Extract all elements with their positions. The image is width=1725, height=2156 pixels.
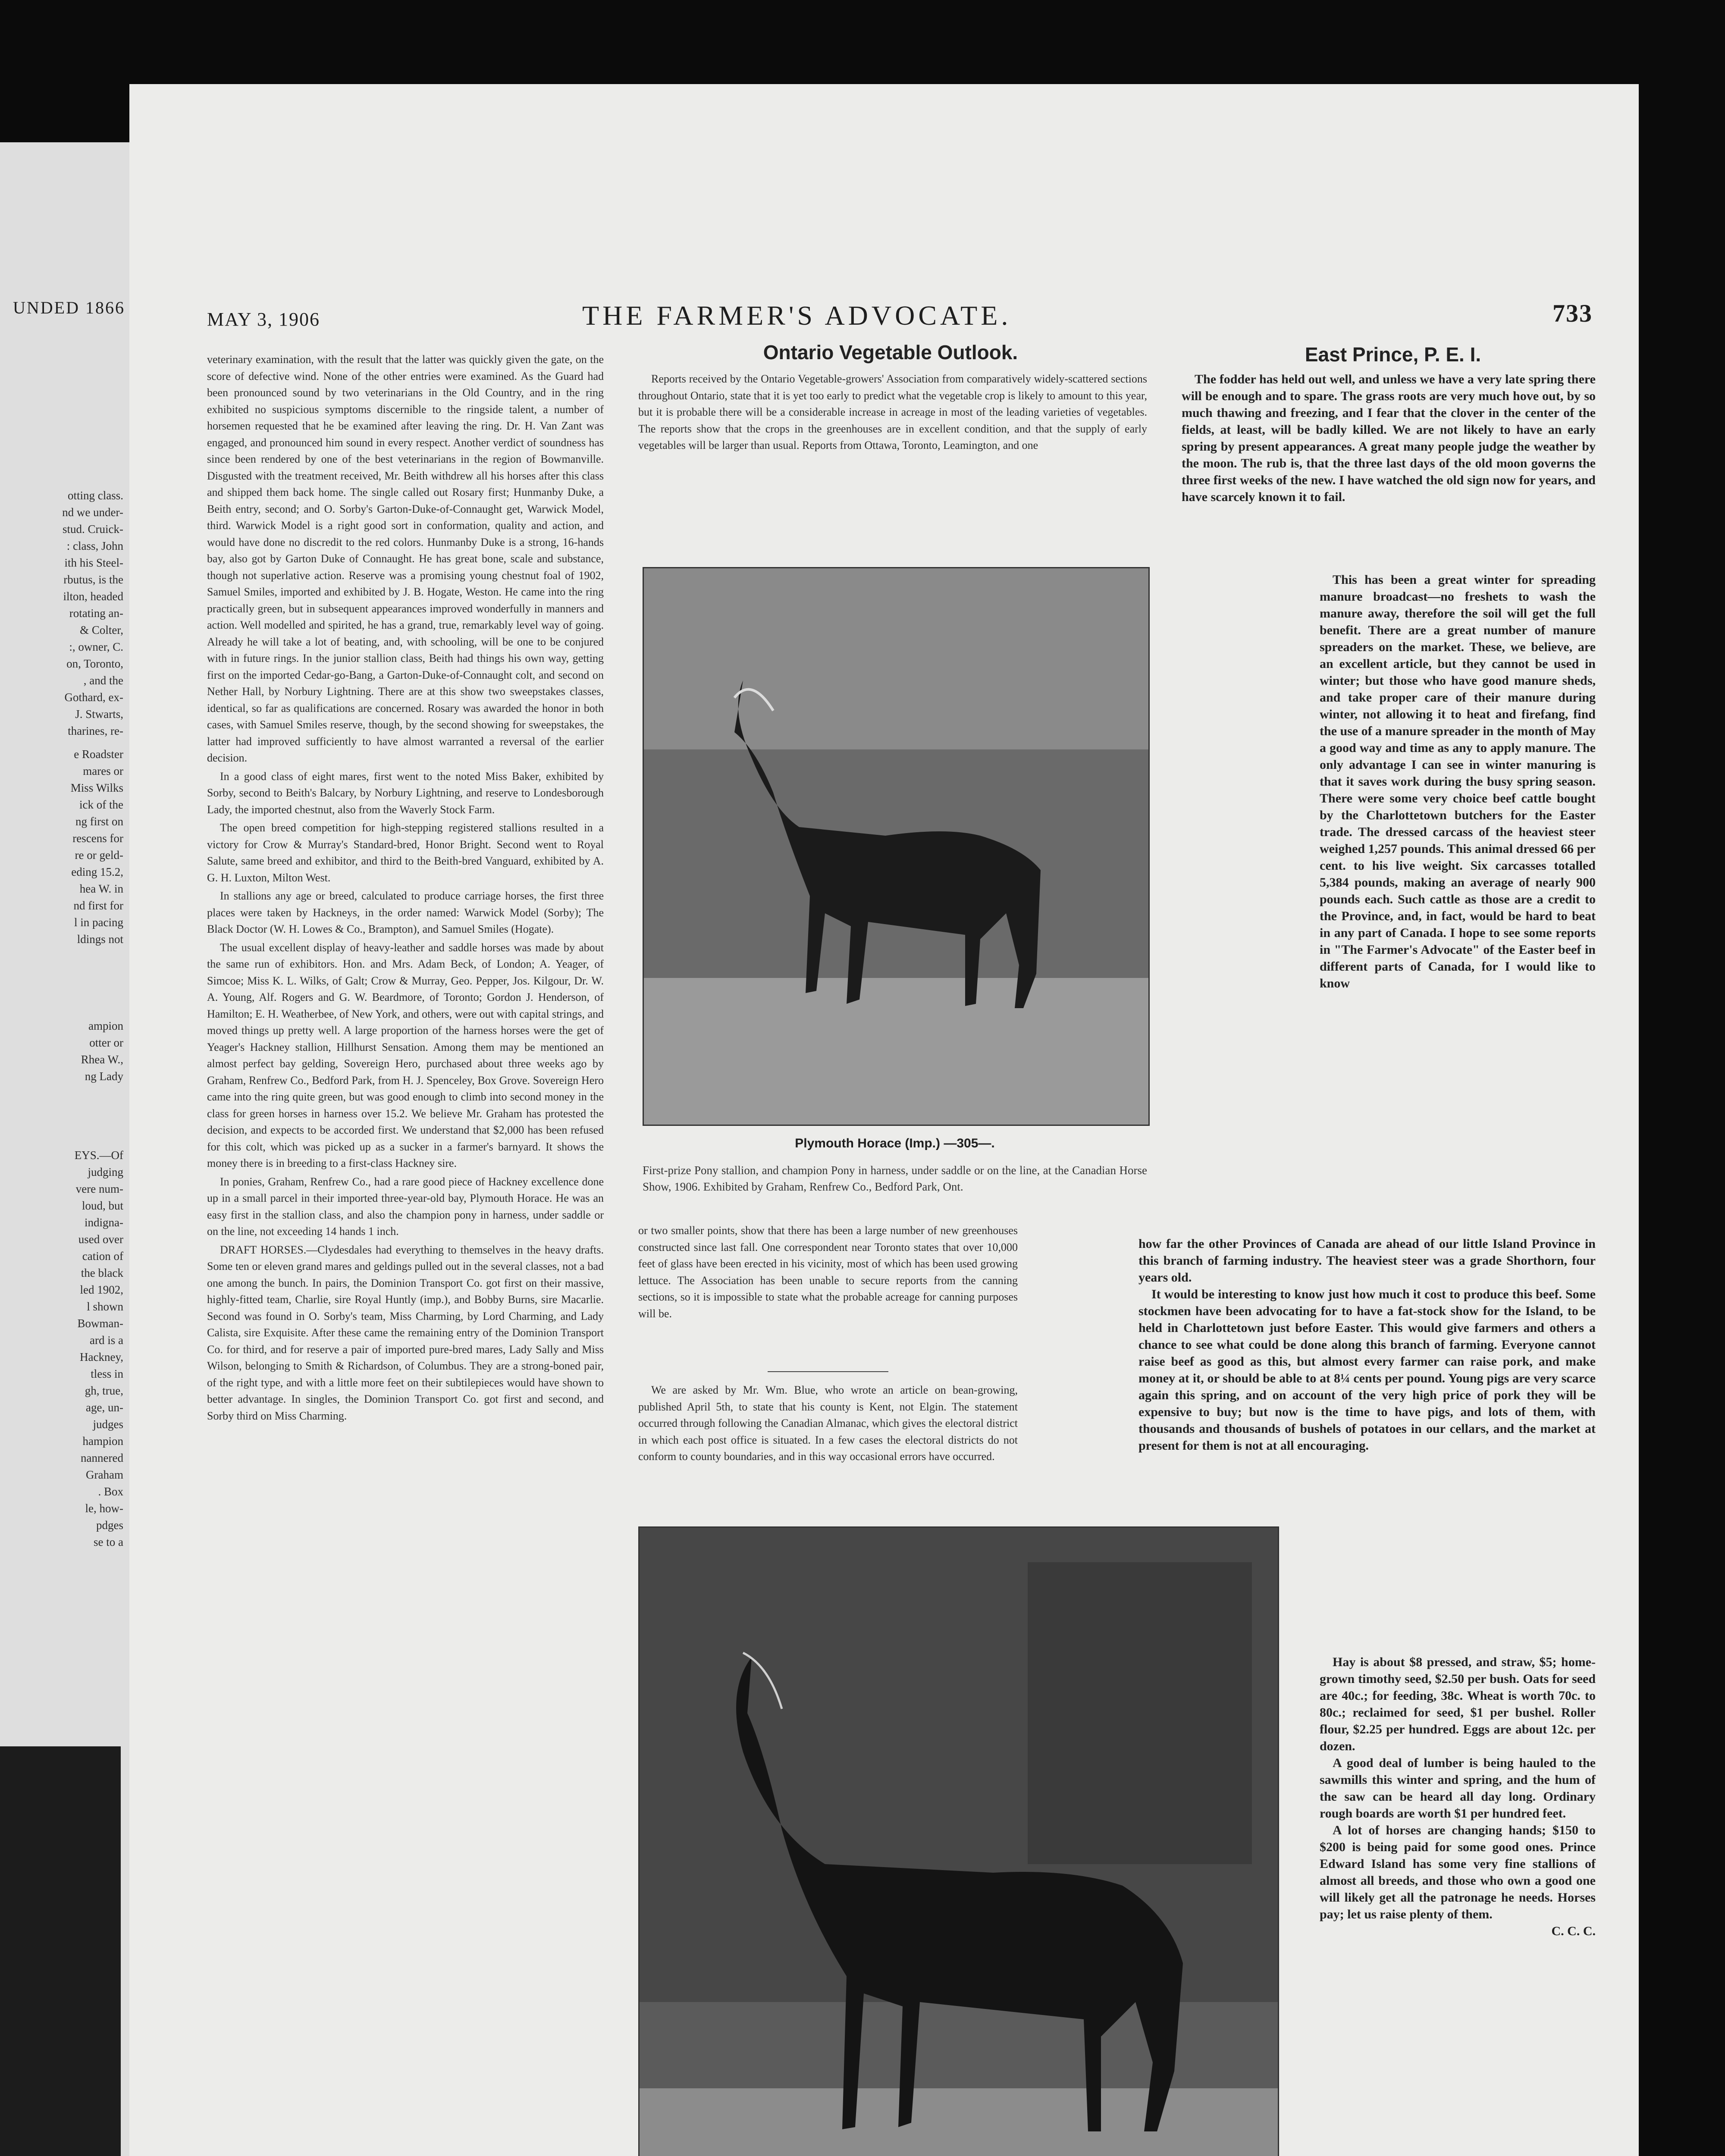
paragraph: DRAFT HORSES.—Clydesdales had everything to themselves in the heavy drafts. Some ten or eleven grand mares and geldings pulled out in the several classes, not a bad one among the bunch. In pairs, the Dominion Transport Co. got first on their massive, highly-fitted team, Charlie, sire Royal Huntly (imp.), and Bobby Burns, sire Macarlie. Second was found in O. Sorby's team, Miss Charming, by Lord Charming, and Lady Calista, sire Exquisite. After these came the remaining entry of the Dominion Transport Co. for third, and for reserve a pair of imported pure-bred mares, Lady Sally and Miss Wilson, belonging to Smith & Richardson, of Columbus. They are a strong-boned pair, of the right type, and with a little more feet on their subtilepieces would have shown to better advantage. In singles, the Dominion Transport Co. got first and second, and Sorby third on Miss Charming. <box>207 1243 604 1422</box>
paragraph: Reports received by the Ontario Vegetable-growers' Association from comparatively widely-scattered sections throughout Ontario, state that it is yet too early to predict what the vegetable crop is likely to amount to this year, but it is probable there will be a considerable increase in acreage in most of the leading varieties of vegetables. The reports show that the crops in the greenhouses are in excellent condition, and that the supply of early vegetables will be larger than usual. Reports from Ottawa, Toronto, Leamington, and one <box>638 373 1147 451</box>
ontario-vegetable-heading: Ontario Vegetable Outlook. <box>763 341 1018 364</box>
prev-page-fragment-mid: e Roadster mares or Miss Wilks ick of the ng first on rescens for re or geld- eding 15.2, hea W. in nd first for l in pacing ldings not <box>70 748 123 946</box>
ontario-vegetable-continued <box>638 1222 1018 1324</box>
paragraph: It would be interesting to know just how much it cost to produce this beef. Some stockmen have been advocating for to have a fat-stock show for the Island, to be held in Charlottetown just before Easter. This would give farmers and others a chance to see what could be done along this branch of farming. Everyone cannot raise beef as good as this, but almost every farmer can raise pork, and make money at it, or should be able to at 8¼ cents per pound. Young pigs are very scarce again this spring, and on account of the very high price of pork they will be expensive to buy; but now is the time to have pigs, and lots of them, with thousands and thousands of bushels of potatoes in our cellars, and the market at present for them is not at all encouraging. <box>1138 1287 1596 1453</box>
page-number: 733 <box>1552 299 1593 327</box>
photo-plymouth-horace <box>643 567 1150 1126</box>
paragraph: The usual excellent display of heavy-leather and saddle horses was made by about the same run of exhibitors. Hon. and Mrs. Adam Beck, of London; A. Yeager, of Simcoe; Miss K. L. Wilks, of Galt; Crow & Murray, Geo. Pepper, Jos. Kilgour, Dr. W. A. Young, Alf. Rogers and G. W. Beardmore, of Toronto; Gordon J. Henderson, of Hamilton; E. H. Weatherbee, of New York, and others, were out with capital strings, and moved things up pretty well. A large proportion of the harness horses were the get of Yeager's Hackney stallion, Hillhurst Sensation. Among them may be mentioned an almost perfect bay gelding, Sovereign Hero, purchased about three weeks ago by Graham, Renfrew Co., Bedford Park, from H. J. Spenceley, Box Grove. Sovereign Hero came into the ring quite green, but was good enough to climb into second money in the class for green horses in harness over 15.2. We believe Mr. Graham has protested the decision, and expects to be accorded first. We understand that $2,000 has been refused for this colt, which was picked up as a sucker in a farmer's barnyard. It shows the money there is in breeding to a first-class Hackney sire. <box>207 941 604 1169</box>
masthead-title: THE FARMER'S ADVOCATE. <box>582 300 1012 331</box>
newspaper-page <box>129 84 1639 2156</box>
paragraph: A lot of horses are changing hands; $150 to $200 is being paid for some good ones. Prince Edward Island has some very fine stallions of almost all breeds, and those who own a good one will likely get all the patronage he needs. Horses pay; let us raise plenty of them. <box>1320 1823 1596 1921</box>
column-horse-show <box>207 351 604 2156</box>
pony-stallion-image <box>644 568 1148 1125</box>
paragraph: In a good class of eight mares, first went to the noted Miss Baker, exhibited by Sorby, second to Beith's Balcary, by Norbury Lightning, and reserve to Londesborough Lady, the imported chestnut, also from the Waverly Stock Farm. <box>207 770 604 816</box>
paragraph: In ponies, Graham, Renfrew Co., had a rare good piece of Hackney excellence done up in a small parcel in their imported three-year-old bay, Plymouth Horace. He was an easy first in the stallion class, and also the champion pony in harness, under saddle or on the line, not exceeding 14 hands 1 inch. <box>207 1175 604 1238</box>
east-prince-intro <box>1182 371 1596 505</box>
east-prince-heading: East Prince, P. E. I. <box>1305 343 1481 366</box>
paragraph: In stallions any age or breed, calculated to produce carriage horses, the first three places were taken by Hackneys, in the order named: Warwick Model (Sorby); The Black Doctor (W. H. Lowes & Co., Brampton), and Samuel Smiles (Hogate). <box>207 890 604 935</box>
photo1-title: Plymouth Horace (Imp.) —305—. <box>795 1136 995 1150</box>
photo1-caption: First-prize Pony stallion, and champion Pony in harness, under saddle or on the line, at the Canadian Horse Show, 1906. Exhibited by Graham, Renfrew Co., Bedford Park, Ont. <box>643 1164 1147 1193</box>
trotting-stallion-image <box>640 1528 1278 2156</box>
paragraph: The fodder has held out well, and unless we have a very late spring there will be enough and to spare. The grass roots are very much hove out, by so much thawing and freezing, and I fear that the clover in the center of the fields, at least, will be badly killed. We are not likely to have an early spring by present appearances. A great many people judge the weather by the moon. The rub is, that the three last days of the old moon governs the three first weeks of the new. I have watched the old sign now for years, and have scarcely known it to fail. <box>1182 372 1596 504</box>
section-divider <box>768 1371 888 1372</box>
photo-mograzia <box>638 1526 1279 2156</box>
prev-page-fragment-top: otting class. nd we under- stud. Cruick- : class, John ith his Steel- rbutus, is the ilton, headed rotating an- & Colter, :, owner, C. on, Toronto, , and the Gothard, ex- J. Stwarts, tharines, re- <box>62 489 123 737</box>
paragraph: or two smaller points, show that there has been a large number of new greenhouses constructed since last fall. One correspondent near Toronto states that over 10,000 feet of glass have been erected in his vicinity, most of which has been used growing lettuce. The Association has been unable to secure reports from the canning sections, so it is impossible to state what the probable acreage for canning purposes will be. <box>638 1224 1018 1320</box>
prev-page-header: UNDED 1866 <box>13 298 125 317</box>
ontario-vegetable-intro <box>638 371 1147 456</box>
paragraph: Hay is about $8 pressed, and straw, $5; home-grown timothy seed, $2.50 per bush. Oats for seed are 40c.; for feeding, 38c. Wheat is worth 70c. to 80c.; reclaimed for seed, $1 per bushel. Roller flour, $2.25 per hundred. Eggs are about 12c. per dozen. <box>1320 1655 1596 1753</box>
east-prince-signature: C. C. C. <box>1551 1924 1596 1938</box>
paragraph: This has been a great winter for spreading manure broadcast—no freshets to wash the manure away, therefore the soil will get the full benefit. There are a great number of manure spreaders on the market. These, we believe, are an excellent article, but they cannot be used in winter; but those who have good manure sheds, and take proper care of their manure during winter, not allowing it to heat and firefang, find the use of a manure spreader in the month of May a good way and time as any to apply manure. The only advantage I can see in winter manuring is that it saves work during the busy spring season. There were some very choice beef cattle bought by the Charlottetown butchers for the Easter trade. The dressed carcass of the heaviest steer weighed 1,257 pounds. This animal dressed 66 per cent. to his live weight. Six carcasses totalled 5,384 pounds, making an average of nearly 900 pounds each. Such cattle as those are a credit to the Province, and, in fact, would be hard to beat in any part of Canada. I hope to see some reports in "The Farmer's Advocate" of the Easter beef in different parts of Canada, for I would like to know <box>1320 573 1596 990</box>
prev-page-fragment-b: ampion otter or Rhea W., ng Lady <box>81 1019 123 1083</box>
paragraph: We are asked by Mr. Wm. Blue, who wrote an article on bean-growing, published April 5th, to state that his county is Kent, not Elgin. The statement occurred through following the Canadian Almanac, which gives the electoral district in which each post office is situated. In a few cases the electoral districts do not conform to county boundaries, and in this way occasional errors have occurred. <box>638 1384 1018 1463</box>
previous-page-edge <box>0 142 129 2156</box>
issue-date: MAY 3, 1906 <box>207 309 320 330</box>
east-prince-lower-column <box>1320 1654 1596 1940</box>
prev-page-fragment-c: EYS.—Of judging vere num- loud, but indigna- used over cation of the black led 1902, l shown Bowman- ard is a Hackney, tless in gh, true, age, un- judges hampion nannered Graham . Box le, how- pdges se to a <box>74 1149 123 1548</box>
paragraph: The open breed competition for high-stepping registered stallions resulted in a victory for Crow & Murray's Standard-bred, Honor Bright. Second went to Royal Salute, same breed and exhibitor, and third to the Beith-bred Vanguard, exhibited by A. G. H. Luxton, Milton West. <box>207 821 604 884</box>
east-prince-wide-column <box>1138 1235 1596 1454</box>
paragraph: veterinary examination, with the result that the latter was quickly given the gate, on the score of defective wind. None of the other entries were examined. As the Guard had been pronounced sound by two veterinarians in the Old Country, and in the ring exhibited no suspicious symptoms discernible to the ringside talent, a number of horsemen requested that he be examined after leaving the ring. Dr. H. Van Zant was engaged, and pronounced him sound in every respect. Another verdict of soundness has since been rendered by one of the best veterinarians in the region of Bowmanville. Disgusted with the treatment received, Mr. Beith withdrew all his horses after this class and shipped them back home. The single called out Rosary first; Hunmanby Duke, a Beith entry, second; and O. Sorby's Garton-Duke-of-Connaught get, Warwick Model, third. Warwick Model is a right good sort in conformation, quality and action, and would have done no discredit to the red colors. Hunmanby Duke is a strong, 16-hands bay, also got by Garton Duke of Connaught. He has great bone, scale and substance, though not superlative action. Reserve was a promising young chestnut foal of 1902, Samuel Smiles, imported and exhibited by J. B. Hogate, Weston. He came into the ring practically green, but in subsequent appearances improved wonderfully in manners and action. Well modelled and spirited, he has a grand, true, remarkably level way of going. Already he will take a lot of beating, and, with schooling, will be one to be conjured with in future rings. In the junior stallion class, Beith had things his own way, getting first on the imported Cedar-go-Bang, a Garton-Duke-of-Connaught colt, and second on Nether Hall, by Norbury Lightning. There are at this show two sweepstakes classes, identical, so far as qualifications are concerned. Rosary was awarded the honor in both cases, with Samuel Smiles reserve, though, by the second showing for sweepstakes, the latter had improved sufficiently to have almost warranted a reversal of the earlier decision. <box>207 353 604 764</box>
prev-page-image <box>0 1746 121 2156</box>
paragraph: A good deal of lumber is being hauled to the sawmills this winter and spring, and the hum of the saw can be heard all day long. Ordinary rough boards are worth $1 per hundred feet. <box>1320 1756 1596 1821</box>
bean-growing-note <box>638 1382 1018 1467</box>
east-prince-narrow-column <box>1320 571 1596 992</box>
paragraph: how far the other Provinces of Canada are ahead of our little Island Province in this branch of farming industry. The heaviest steer was a grade Shorthorn, four years old. <box>1138 1237 1596 1285</box>
